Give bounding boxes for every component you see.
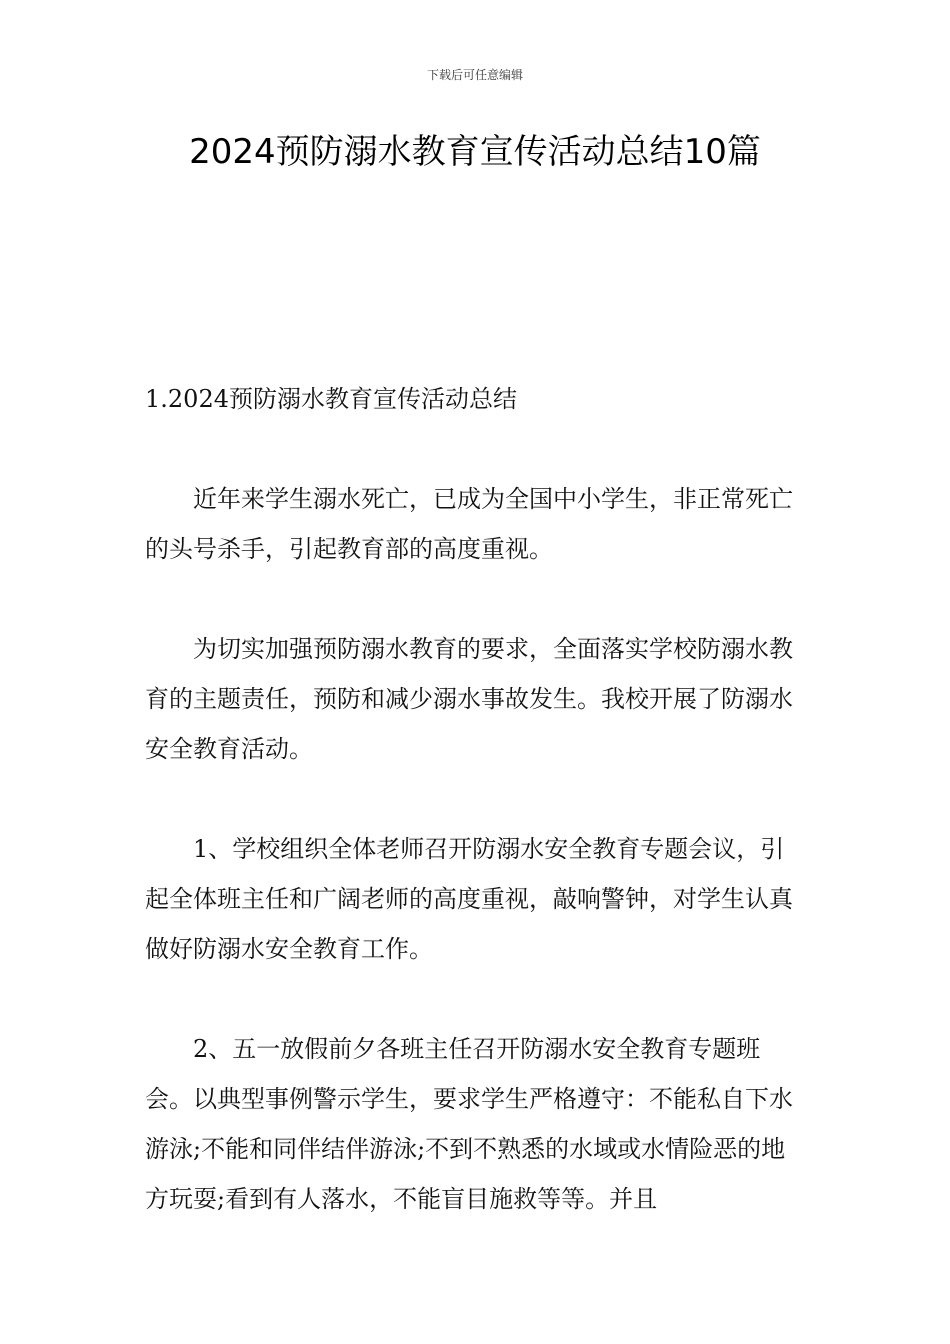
paragraph: 1、学校组织全体老师召开防溺水安全教育专题会议，引起全体班主任和广阔老师的高度重视，敲响警钟，对学生认真做好防溺水安全教育工作。 xyxy=(145,835,793,963)
document-title: 2024预防溺水教育宣传活动总结10篇 xyxy=(189,132,761,172)
header-note: 下载后可任意编辑 xyxy=(426,68,523,82)
paragraph: 近年来学生溺水死亡，已成为全国中小学生，非正常死亡的头号杀手，引起教育部的高度重视。 xyxy=(145,485,793,563)
paragraph: 为切实加强预防溺水教育的要求，全面落实学校防溺水教育的主题责任，预防和减少溺水事故发生。我校开展了防溺水安全教育活动。 xyxy=(145,635,793,763)
paragraph: 2、五一放假前夕各班主任召开防溺水安全教育专题班会。以典型事例警示学生，要求学生严格遵守：不能私自下水游泳;不能和同伴结伴游泳;不到不熟悉的水域或水情险恶的地方玩耍;看到有人落水，不能盲目施救等等。并且 xyxy=(145,1035,793,1213)
section-heading: 1.2024预防溺水教育宣传活动总结 xyxy=(145,385,517,413)
